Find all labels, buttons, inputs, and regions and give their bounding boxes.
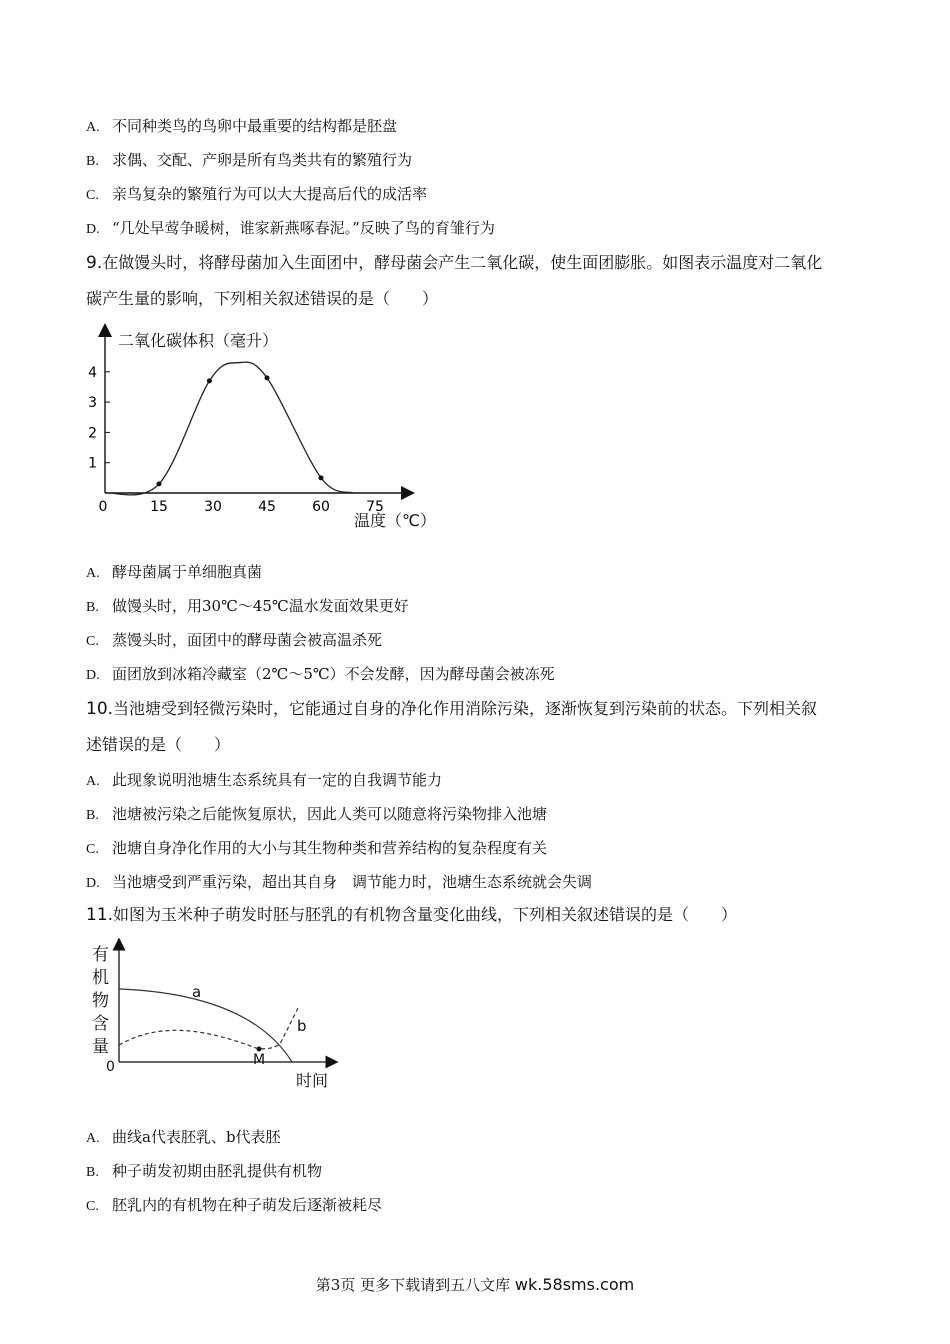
y-tick-label: 2	[88, 425, 97, 442]
x-tick-label: 45	[258, 499, 276, 515]
q9-option-a: A. 酵母菌属于单细胞真菌	[86, 563, 263, 581]
q10-option-b: B. 池塘被污染之后能恢复原状，因此人类可以随意将污染物排入池塘	[86, 805, 548, 823]
x-axis-label: 时间	[296, 1071, 329, 1090]
q9-option-d: D. 面团放到冰箱冷藏室（2℃～5℃）不会发酵，因为酵母菌会被冻死	[86, 665, 555, 683]
y-axis-label-char: 量	[92, 1037, 109, 1057]
q9-stem-line1: 9.在做馒头时，将酵母菌加入生面团中，酵母菌会产生二氧化碳，使生面团膨胀。如图表示温度对二氧化	[86, 253, 823, 273]
q8-option-a: A. 不同种类鸟的鸟卵中最重要的结构都是胚盘	[86, 117, 398, 135]
q8-option-b: B. 求偶、交配、产卵是所有鸟类共有的繁殖行为	[86, 151, 413, 169]
point-m-label: M	[253, 1052, 266, 1068]
q10-option-a: A. 此现象说明池塘生态系统具有一定的自我调节能力	[86, 771, 443, 789]
x-tick-label: 15	[150, 499, 168, 515]
q9-option-b: B. 做馒头时，用30℃～45℃温水发面效果更好	[86, 597, 409, 615]
footer-site: wk.58sms.com	[514, 1275, 635, 1294]
y-axis-label-char: 含	[92, 1014, 109, 1034]
footer-text: 更多下载请到五八文库	[355, 1276, 515, 1294]
organic-matter-chart	[86, 938, 346, 1094]
y-tick-label: 1	[88, 455, 97, 472]
curve-a	[119, 989, 292, 1062]
co2-temperature-chart	[86, 322, 446, 538]
curve-b-label: b	[297, 1017, 307, 1035]
y-tick-label: 4	[88, 364, 97, 381]
y-axis-label: 二氧化碳体积（毫升）	[118, 331, 279, 350]
curve-b	[119, 1008, 298, 1049]
curve-a-label: a	[192, 983, 202, 1001]
y-axis-label-char: 有	[92, 945, 109, 965]
q8-option-c: C. 亲鸟复杂的繁殖行为可以大大提高后代的成活率	[86, 185, 428, 203]
q9-option-c: C. 蒸馒头时，面团中的酵母菌会被高温杀死	[86, 631, 383, 649]
q9-stem-line2: 碳产生量的影响，下列相关叙述错误的是（ ）	[86, 289, 439, 308]
q8-option-d: D. “几处早莺争暖树，谁家新燕啄春泥。”反映了鸟的育雏行为	[86, 219, 495, 237]
y-tick-label: 3	[88, 395, 97, 412]
q10-stem-line1: 10.当池塘受到轻微污染时，它能通过自身的净化作用消除污染，逐渐恢复到污染前的状态。下列相关叙	[86, 699, 818, 719]
x-axis-label: 温度（℃）	[354, 511, 436, 530]
q11-option-b: B. 种子萌发初期由胚乳提供有机物	[86, 1162, 323, 1180]
q11-stem: 11.如图为玉米种子萌发时胚与胚乳的有机物含量变化曲线，下列相关叙述错误的是（ ）	[86, 905, 738, 925]
y-axis-label-char: 物	[92, 991, 109, 1011]
page-number: 第3页	[315, 1276, 356, 1294]
q10-option-c: C. 池塘自身净化作用的大小与其生物种类和营养结构的复杂程度有关	[86, 839, 548, 857]
point-m-dot	[257, 1047, 262, 1052]
y-axis-label-char: 机	[92, 968, 109, 988]
q10-option-d: D. 当池塘受到严重污染，超出其自身 调节能力时，池塘生态系统就会失调	[86, 873, 593, 891]
x-tick-label: 0	[98, 499, 108, 515]
q11-option-c: C. 胚乳内的有机物在种子萌发后逐渐被耗尽	[86, 1196, 383, 1214]
y-axis-label	[92, 945, 109, 1057]
origin-label: 0	[106, 1059, 115, 1075]
q10-stem-line2: 述错误的是（ ）	[86, 735, 231, 754]
x-tick-label: 30	[204, 499, 222, 515]
page-footer	[0, 1274, 950, 1295]
data-point	[207, 378, 212, 383]
data-point	[265, 375, 270, 380]
x-tick-label: 75	[366, 499, 384, 515]
data-point	[319, 475, 324, 480]
x-tick-label: 60	[312, 499, 330, 515]
q11-option-a: A. 曲线a代表胚乳、b代表胚	[86, 1128, 281, 1146]
data-point	[157, 481, 162, 486]
co2-curve	[105, 362, 353, 495]
